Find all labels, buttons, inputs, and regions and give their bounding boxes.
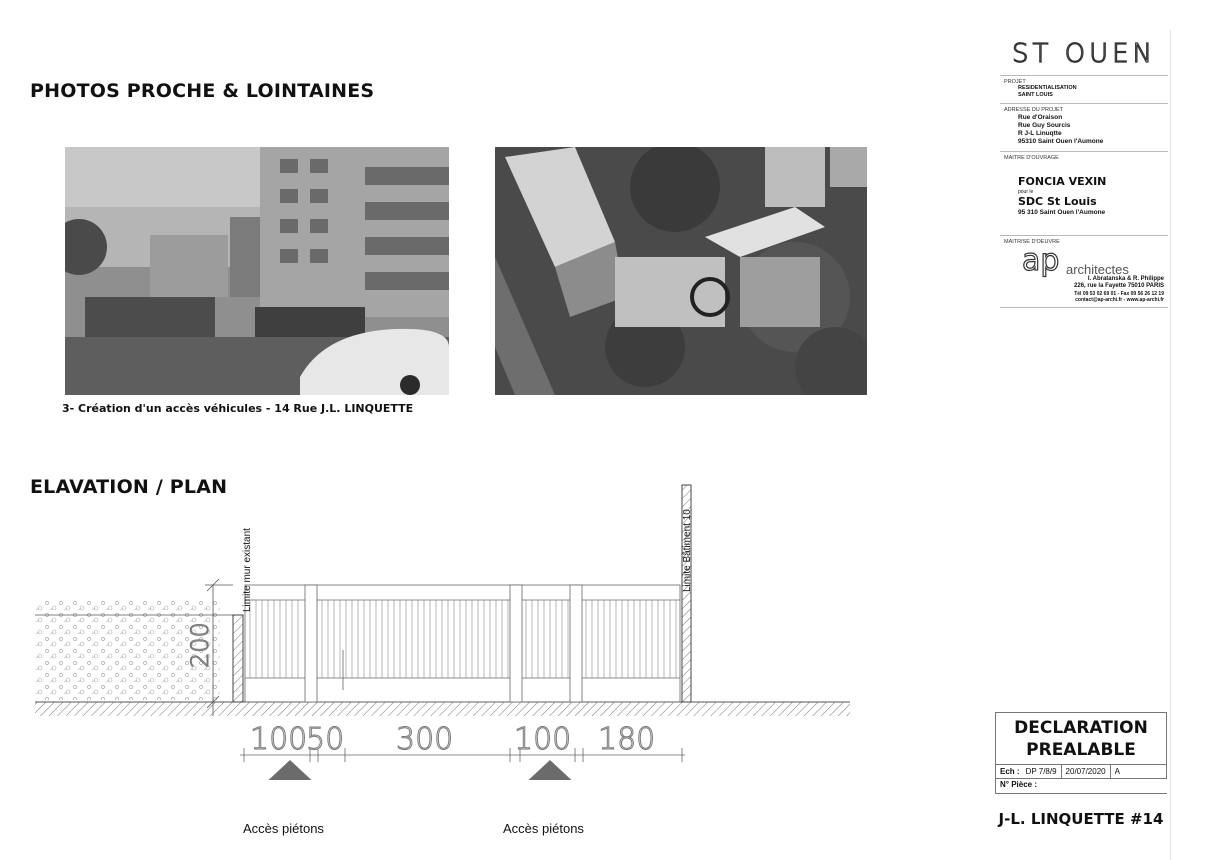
aerial-photo (495, 147, 867, 395)
architect-label: MAITRISE D'OEUVRE (1004, 239, 1060, 246)
ap-logo: ap (1022, 243, 1060, 279)
pedestrian-access-label-2: Accès piétons (503, 821, 584, 836)
ech-label: Ech : (1000, 767, 1020, 776)
dimension-3: 300 (396, 722, 454, 757)
architect-line: contact@ap-archi.fr - www.ap-archi.fr (1075, 296, 1164, 303)
architect-logo (1004, 243, 1168, 279)
architect-line: I. Abratanska & R. Philippe (1087, 276, 1164, 283)
owner-sdc: SDC St Louis (1018, 195, 1097, 209)
dimension-4: 100 (514, 722, 572, 757)
st-ouen-logo: ST OUEN (1011, 39, 1157, 69)
project-reference: J-L. LINQUETTE #14 (998, 810, 1164, 828)
project-label: PROJET (1004, 78, 1026, 85)
declaration-meta-row (995, 764, 1167, 779)
street-view-photo (65, 147, 449, 395)
address-line: Rue d'Oraison (1018, 114, 1063, 121)
project-section (1000, 75, 1168, 104)
declaration-box (995, 712, 1167, 828)
owner-section (1000, 151, 1168, 236)
architect-line: 226, rue la Fayette 75010 PARIS (1074, 283, 1164, 290)
piece-number: N° Pièce : (995, 779, 1167, 794)
dimension-1: 100 (250, 722, 308, 757)
dimension-2: 50 (306, 722, 345, 757)
elevation-section-title: ELAVATION / PLAN (30, 476, 228, 498)
photos-section-title: PHOTOS PROCHE & LOINTAINES (30, 80, 375, 102)
ap-logo-word: architectes (1066, 262, 1129, 278)
declaration-index: A (1114, 767, 1120, 776)
declaration-date: 20/07/2020 (1062, 765, 1111, 778)
left-wall-label: Limite mur existant (242, 528, 253, 612)
title-block-border (1170, 30, 1171, 860)
architect-section (1000, 235, 1168, 307)
address-line: 95310 Saint Ouen l'Aumone (1018, 138, 1104, 146)
address-line: R J-L Linuqtte (1018, 130, 1062, 138)
declaration-title-line1: DECLARATION (1014, 718, 1148, 738)
project-line: RESIDENTIALISATION (1018, 85, 1077, 92)
address-section (1000, 103, 1168, 150)
owner-pour: pour le (1018, 189, 1034, 196)
photo-caption: 3- Création d'un accès véhicules - 14 Rue J.L. LINQUETTE (62, 402, 414, 415)
declaration-title (995, 712, 1167, 764)
right-wall-label: Limite Bâtiment 10 (682, 509, 693, 592)
title-block (1000, 38, 1168, 308)
declaration-title-line2: PREALABLE (1026, 740, 1136, 760)
address-label: ADRESSE DU PROJET (1004, 107, 1063, 114)
owner-label: MAITRE D'OUVRAGE (1004, 154, 1059, 161)
project-line: SAINT LOUIS (1018, 92, 1053, 99)
address-line: Rue Guy Sourcis (1018, 122, 1071, 130)
ech-value: DP 7/8/9 (1022, 765, 1062, 778)
dimension-5: 180 (598, 722, 656, 757)
architect-line: Tél 09 53 02 69 01 - Fax 09 56 26 12 19 (1074, 290, 1164, 297)
pedestrian-access-label-1: Accès piétons (243, 821, 324, 836)
height-dimension: 200 (186, 622, 214, 668)
owner-name: FONCIA VEXIN (1018, 175, 1107, 189)
owner-city: 95 310 Saint Ouen l'Aumone (1018, 209, 1106, 217)
